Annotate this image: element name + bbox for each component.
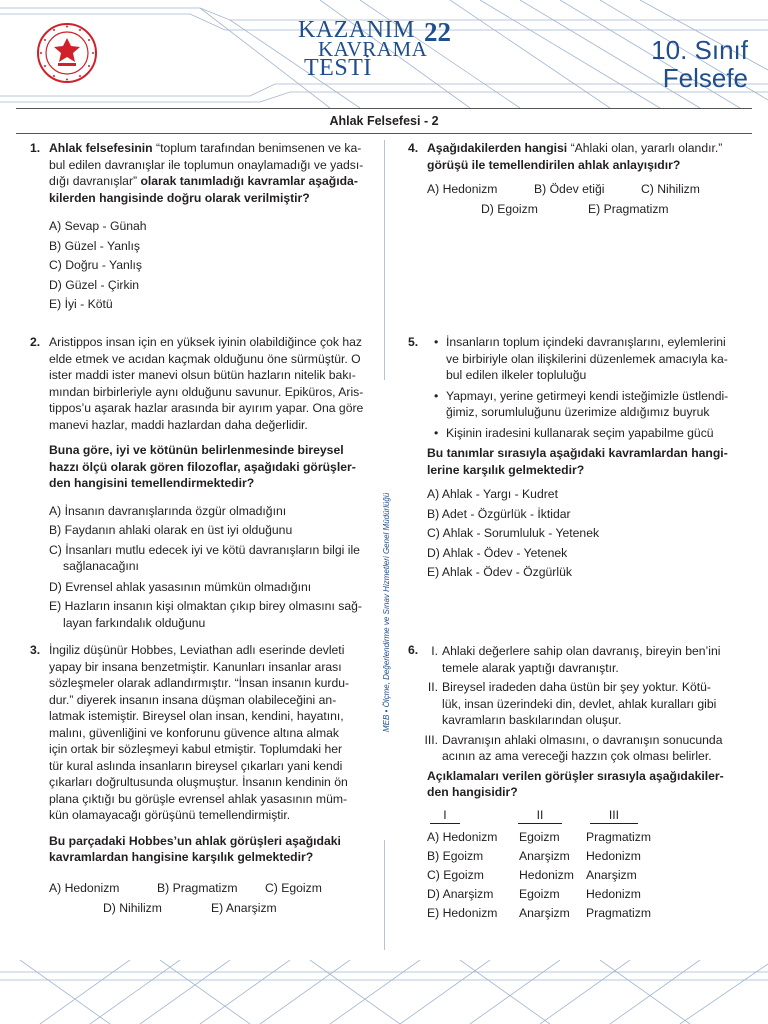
footer-decorative-lines [0, 960, 768, 1024]
table-cell: A) Hedonizm [427, 829, 498, 844]
question-number: 4. [408, 141, 419, 155]
passage-line: yapay bir insana benzetmiştir. Kanunları insanlar arası [49, 659, 342, 674]
answer-option-a[interactable]: A) İnsanın davranışlarında özgür olmadığını [49, 503, 287, 518]
table-cell: Hedonizm [519, 867, 574, 882]
question-stem-line: Buna göre, iyi ve kötünün belirlenmesinde bireysel [49, 443, 344, 457]
subject-title: Ahlak Felsefesi - 2 [329, 114, 439, 128]
table-cell: Pragmatizm [586, 829, 652, 844]
question-5 [408, 334, 748, 584]
answer-option-c[interactable] [49, 542, 370, 579]
answer-option-e[interactable]: E) Anarşizm [211, 900, 277, 915]
option-line: C) İnsanları mutlu edecek iyi ve kötü davranışların bilgi ile [49, 542, 360, 557]
question-number: 3. [30, 643, 41, 657]
question-stem-line: den hangisidir? [427, 785, 518, 799]
option-line: E) Hazların insanın kişi olmaktan çıkıp birey olmasını sağ- [49, 599, 362, 613]
statement-line: acının az ama vereceği hazzın çok olması belirler. [442, 749, 712, 763]
passage-line: elde etmek ve acıdan kaçmak olduğunu öne sürmüştür. O [49, 351, 361, 366]
passage-line: sözleşmeler olarak adlandırmıştır. “İnsan insanın kurdu- [49, 676, 350, 690]
answer-option-a[interactable]: A) Sevap - Günah [49, 219, 147, 233]
bold-text: Ahlak felsefesinin [49, 141, 153, 155]
answer-option-a[interactable]: A) Ahlak - Yargı - Kudret [427, 487, 558, 501]
plain-text: “toplum tarafından benimsenen ve ka- [152, 141, 362, 155]
statement-line: kavramların baskılarından oluşur. [442, 713, 622, 727]
passage-line: İngiliz düşünür Hobbes, Leviathan adlı eserinde devleti [49, 643, 345, 657]
bullet-line: İnsanların toplum içindeki davranışlarını, eylemlerini [446, 335, 726, 349]
passage-line: latmak istemiştir. Bireysel olan insan, kendini, hayatını, [49, 709, 344, 723]
option-line: sağlanacağını [63, 559, 139, 573]
table-cell: Egoizm [519, 886, 560, 901]
answer-option-b[interactable]: B) Ödev etiği [534, 182, 605, 196]
passage-line: manevi hazlar, maddi hazlardan daha değerlidir. [49, 417, 308, 432]
table-cell: Hedonizm [586, 848, 641, 863]
bullet-icon: • [434, 388, 439, 403]
question-line [49, 190, 370, 207]
answer-options [49, 503, 370, 633]
passage-line: ister maddi ister manevi olsun bütün hazların nitelik bakı- [49, 368, 356, 382]
question-1 [30, 140, 370, 316]
page-footer [0, 960, 768, 1024]
answer-options-row-1 [408, 181, 748, 201]
column-header-label: II [518, 807, 562, 825]
question-stem-line: lerine karşılık gelmektedir? [427, 462, 585, 477]
answer-option-b[interactable]: B) Güzel - Yanlış [49, 238, 140, 253]
subject-label: Felsefe [662, 63, 748, 93]
question-line [49, 173, 370, 190]
bold-text: Aşağıdakilerden hangisi [427, 141, 568, 155]
bold-text: görüşü ile temellendirilen ahlak anlayışıdır? [427, 157, 681, 172]
definition-bullet [434, 388, 748, 421]
answer-option-c[interactable]: C) Nihilizm [641, 182, 700, 196]
roman-numeral: II. [427, 680, 438, 694]
bullet-line: Kişinin iradesini kullanarak seçim yapabilme gücü [446, 425, 714, 440]
answer-option-e[interactable] [49, 598, 370, 632]
table-cell: D) Anarşizm [427, 886, 494, 901]
answer-option-a[interactable]: A) Hedonizm [49, 880, 120, 895]
question-line [49, 140, 370, 157]
bullet-icon: • [434, 335, 439, 349]
question-4 [408, 140, 748, 221]
answer-options-row-1 [49, 880, 370, 900]
column-divider-top [384, 140, 385, 380]
table-cell: Egoizm [519, 829, 560, 844]
brand-line-3: TESTİ [304, 55, 372, 81]
question-line [427, 157, 748, 174]
answer-option-c[interactable]: C) Ahlak - Sorumluluk - Yetenek [427, 526, 600, 540]
passage-line: kün olamayacağı görüşünü temellendirmiştir. [49, 808, 291, 822]
side-caption-text: MEB • Ölçme, Değerlendirme ve Sınav Hizmetleri Genel Müdürlüğü [382, 492, 391, 732]
answer-option-c[interactable]: C) Doğru - Yanlış [49, 258, 143, 272]
grade-label: 10. Sınıf [651, 35, 748, 65]
table-cell: Hedonizm [586, 886, 641, 901]
answer-options [49, 218, 370, 316]
bullet-line: ve birbiriyle olan ilişkilerini düzenlemek amacıyla ka- [446, 351, 728, 366]
question-line [427, 140, 748, 157]
answer-option-d[interactable]: D) Ahlak - Ödev - Yetenek [427, 545, 568, 560]
passage-line: tippos’u aşarak hazlar arasında bir ayırım yapar. Ona göre [49, 401, 364, 415]
statement-line: Davranışın ahlaki olmasını, o davranışın sonucunda [442, 732, 723, 747]
table-cell: C) Egoizm [427, 867, 484, 882]
statement-line: lük, insan üzerindeki din, devlet, ahlak kuralları gibi [442, 696, 717, 711]
answer-option-e[interactable]: E) İyi - Kötü [49, 297, 113, 311]
roman-numeral: I. [431, 644, 438, 658]
grade-subject [651, 36, 748, 92]
meb-logo-icon [36, 22, 98, 84]
answer-option-b[interactable]: B) Pragmatizm [157, 880, 238, 895]
question-stem-line: hazzı ölçü olarak gören filozoflar, aşağıdaki görüşler- [49, 459, 356, 474]
bullet-line: bul edilen ilkeler topluluğu [446, 368, 587, 382]
bullet-icon: • [434, 425, 439, 440]
table-cell: Anarşizm [519, 905, 570, 920]
statement-line: Bireysel iradeden daha üstün bir şey yoktur. Kötü- [442, 680, 711, 694]
answer-options [427, 486, 748, 584]
passage-line: malını, güvenliğini ve konforunu güvence altına almak [49, 725, 339, 740]
table-cell: Pragmatizm [586, 905, 652, 920]
question-line [49, 157, 370, 174]
answer-table [408, 807, 748, 927]
option-line: layan farkındalık olduğunu [63, 615, 206, 630]
brand-line-2: KAVRAMA [318, 37, 428, 61]
plain-text: dığı davranışlar” [49, 174, 138, 188]
answer-option-b[interactable]: B) Faydanın ahlaki olarak en üst iyi olduğunu [49, 523, 293, 537]
column-header-label: I [430, 807, 460, 825]
answer-option-b[interactable]: B) Adet - Özgürlük - İktidar [427, 506, 571, 521]
brand-line-1: KAZANIM [298, 17, 415, 43]
answer-option-e[interactable]: E) Ahlak - Ödev - Özgürlük [427, 565, 572, 579]
bold-text: kilerden hangisinde doğru olarak verilmiştir? [49, 190, 310, 205]
bullet-line: Yapmayı, yerine getirmeyi kendi isteğimizle üstlendi- [446, 388, 729, 403]
question-number: 2. [30, 335, 41, 349]
question-number: 6. [408, 643, 419, 657]
question-number: 1. [30, 141, 41, 155]
answer-option-c[interactable]: C) Egoizm [265, 880, 322, 895]
definition-bullet [434, 334, 748, 384]
answer-option-d[interactable]: D) Egoizm [481, 202, 538, 216]
passage-line: plana çıktığı bu görüşle evrensel ahlak yasasının müm- [49, 791, 348, 806]
answer-options-row-2 [408, 201, 748, 221]
answer-options-row-2 [49, 900, 370, 920]
table-cell: Anarşizm [519, 848, 570, 863]
subject-bar [0, 108, 768, 134]
roman-numeral: III. [424, 732, 438, 747]
plain-text: bul edilen davranışlar ile toplumun onaylamadığı ve yadsı- [49, 157, 364, 172]
table-cell: B) Egoizm [427, 848, 484, 863]
question-3 [30, 642, 370, 920]
bullet-line: ğimiz, sorumluluğunu üzerimize aldığımız buyruk [446, 405, 710, 419]
column-header-i [430, 807, 460, 825]
table-cell: E) Hedonizm [427, 905, 498, 920]
question-stem-line: Açıklamaları verilen görüşler sırasıyla aşağıdakiler- [427, 768, 724, 783]
subject-rule-bottom [16, 133, 752, 134]
question-number: 5. [408, 335, 419, 349]
passage-line: tür kural aslında insanların bireysel çıkarları yani kendi [49, 758, 343, 773]
answer-option-d[interactable]: D) Güzel - Çirkin [49, 277, 140, 292]
plain-text: “Ahlaki olan, yararlı olandır.” [567, 141, 723, 155]
question-stem-line: kavramlardan hangisine karşılık gelmektedir? [49, 850, 314, 864]
statement-line: temele alarak yaptığı davranıştır. [442, 660, 619, 675]
question-stem-line: Bu tanımlar sırasıyla aşağıdaki kavramlardan hangi- [427, 446, 728, 460]
passage-line: çıkarları doğrultusunda oluşmuştur. İnsanın kendinin ön [49, 775, 348, 789]
answer-option-d[interactable]: D) Evrensel ahlak yasasının mümkün olmadığını [49, 579, 312, 594]
question-stem-line: den hangisini temellendirmektedir? [49, 476, 255, 490]
column-divider-bottom [384, 840, 385, 950]
question-2 [30, 334, 370, 632]
brand-title [296, 17, 496, 90]
page-header [0, 0, 768, 108]
passage-line: dur.” diyerek insanın insana düşman olabileceğini an- [49, 692, 337, 707]
statement-2 [416, 679, 748, 729]
question-6 [408, 642, 748, 927]
test-number: 22 [424, 17, 451, 47]
passage-line: mından birbirleriyle aynı olduğunu savunur. Epiküros, Aris- [49, 384, 364, 399]
definition-bullet [434, 425, 748, 442]
table-cell: Anarşizm [586, 867, 637, 882]
bold-text: olarak tanımladığı kavramlar aşağıda- [137, 174, 358, 188]
passage-line: için ortak bir sözleşmeyi kabul etmiştir. Toplumdaki her [49, 742, 343, 756]
answer-option-a[interactable]: A) Hedonizm [427, 182, 498, 196]
question-stem-line: Bu parçadaki Hobbes’un ahlak görüşleri aşağıdaki [49, 833, 341, 848]
answer-option-d[interactable]: D) Nihilizm [103, 900, 162, 915]
statement-3 [416, 732, 748, 765]
column-header-iii [590, 807, 638, 825]
subject-rule-top [16, 108, 752, 109]
answer-option-e[interactable]: E) Pragmatizm [588, 202, 669, 216]
statement-line: Ahlaki değerlere sahip olan davranış, bireyin ben’ini [442, 644, 721, 658]
statement-1 [416, 643, 748, 676]
column-header-label: III [590, 807, 638, 825]
passage-line: Aristippos insan için en yüksek iyinin olabildiğince çok haz [49, 335, 362, 349]
column-header-ii [518, 807, 562, 825]
